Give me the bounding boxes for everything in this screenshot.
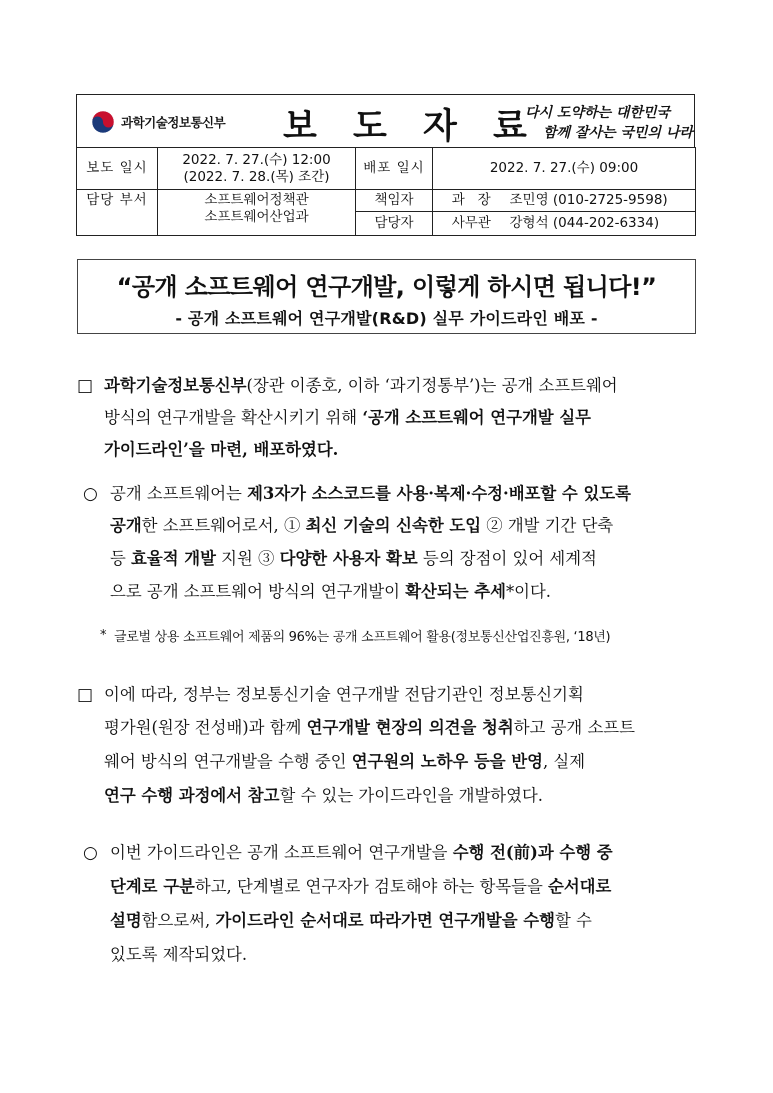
- paragraph-4-line-2: 단계로 구분하고, 단계별로 연구자가 검토해야 하는 항목들을 순서대로: [110, 877, 612, 896]
- contact-person: 강형석 (044-202-6334): [510, 212, 696, 236]
- distribution-date-label: 배포 일시: [356, 148, 433, 190]
- paragraph-2-line-1: 공개 소프트웨어는 제3자가 소스코드를 사용·복제·수정·배포할 수 있도록: [110, 484, 631, 503]
- paragraph-1-line-2: 방식의 연구개발을 확산시키기 위해 ‘공개 소프트웨어 연구개발 실무: [104, 408, 592, 427]
- paragraph-1-line-1: 과학기술정보통신부(장관 이종호, 이하 ‘과기정통부’)는 공개 소프트웨어: [104, 376, 618, 395]
- square-bullet: □: [77, 376, 94, 396]
- distribution-date-value: 2022. 7. 27.(수) 09:00: [433, 148, 696, 190]
- headline-box: [77, 259, 696, 334]
- release-date-line-2: (2022. 7. 28.(목) 조간): [183, 168, 330, 185]
- slogan-line-2: 함께 잘사는 국민의 나라: [543, 125, 693, 141]
- square-bullet: □: [77, 685, 94, 705]
- paragraph-3-line-4: 연구 수행 과정에서 참고할 수 있는 가이드라인을 개발하였다.: [104, 786, 544, 805]
- contact-role: 사무관: [433, 212, 510, 236]
- contact-label: 담당자: [356, 212, 433, 236]
- release-date-label: 보도 일시: [77, 148, 158, 190]
- paragraph-4-line-4: 있도록 제작되었다.: [110, 945, 248, 964]
- paragraph-2-line-4: 으로 공개 소프트웨어 방식의 연구개발이 확산되는 추세*이다.: [110, 582, 552, 601]
- taegeuk-emblem-icon: [91, 110, 115, 134]
- release-info-table: [76, 147, 696, 236]
- footnote-mark: *: [100, 628, 107, 643]
- responsible-person: 조민영 (010-2725-9598): [510, 190, 696, 212]
- sub-headline: - 공개 소프트웨어 연구개발(R&D) 실무 가이드라인 배포 -: [175, 309, 598, 328]
- slogan-line-1: 다시 도약하는 대한민국: [525, 105, 670, 121]
- circle-bullet: ○: [83, 484, 98, 504]
- department-label: 담당 부서: [77, 190, 158, 236]
- ministry-name: 과학기술정보통신부: [121, 115, 226, 130]
- press-release-title: 보 도 자 료: [283, 106, 539, 147]
- paragraph-2-line-3: 등 효율적 개발 지원 ③ 다양한 사용자 확보 등의 장점이 있어 세계적: [110, 549, 597, 568]
- department-line-2: 소프트웨어산업과: [204, 209, 309, 225]
- paragraph-1-line-3: 가이드라인’을 마련, 배포하였다.: [104, 440, 339, 459]
- responsible-role: 과 장: [433, 190, 510, 212]
- department-value: [158, 190, 356, 236]
- paragraph-4-line-1: 이번 가이드라인은 공개 소프트웨어 연구개발을 수행 전(前)과 수행 중: [110, 843, 613, 862]
- paragraph-3-line-1: 이에 따라, 정부는 정보통신기술 연구개발 전담기관인 정보통신기획: [104, 685, 584, 704]
- ministry-logo: [91, 105, 231, 139]
- department-line-1: 소프트웨어정책관: [204, 192, 309, 208]
- circle-bullet: ○: [83, 843, 98, 863]
- paragraph-3-line-2: 평가원(원장 전성배)과 함께 연구개발 현장의 의견을 청취하고 공개 소프트: [104, 718, 635, 737]
- paragraph-3-line-3: 웨어 방식의 연구개발을 수행 중인 연구원의 노하우 등을 반영, 실제: [104, 752, 586, 771]
- responsible-label: 책임자: [356, 190, 433, 212]
- press-release-header: [76, 94, 695, 148]
- paragraph-2-line-2: 공개한 소프트웨어로서, ① 최신 기술의 신속한 도입 ② 개발 기간 단축: [110, 516, 614, 535]
- footnote: 글로벌 상용 소프트웨어 제품의 96%는 공개 소프트웨어 활용(정보통신산업진흥원, ‘18년): [114, 630, 611, 645]
- release-date-line-1: 2022. 7. 27.(수) 12:00: [182, 151, 331, 168]
- release-date-value: [158, 148, 356, 190]
- paragraph-4-line-3: 설명함으로써, 가이드라인 순서대로 따라가면 연구개발을 수행할 수: [110, 911, 592, 930]
- headline: “공개 소프트웨어 연구개발, 이렇게 하시면 됩니다!”: [116, 273, 657, 301]
